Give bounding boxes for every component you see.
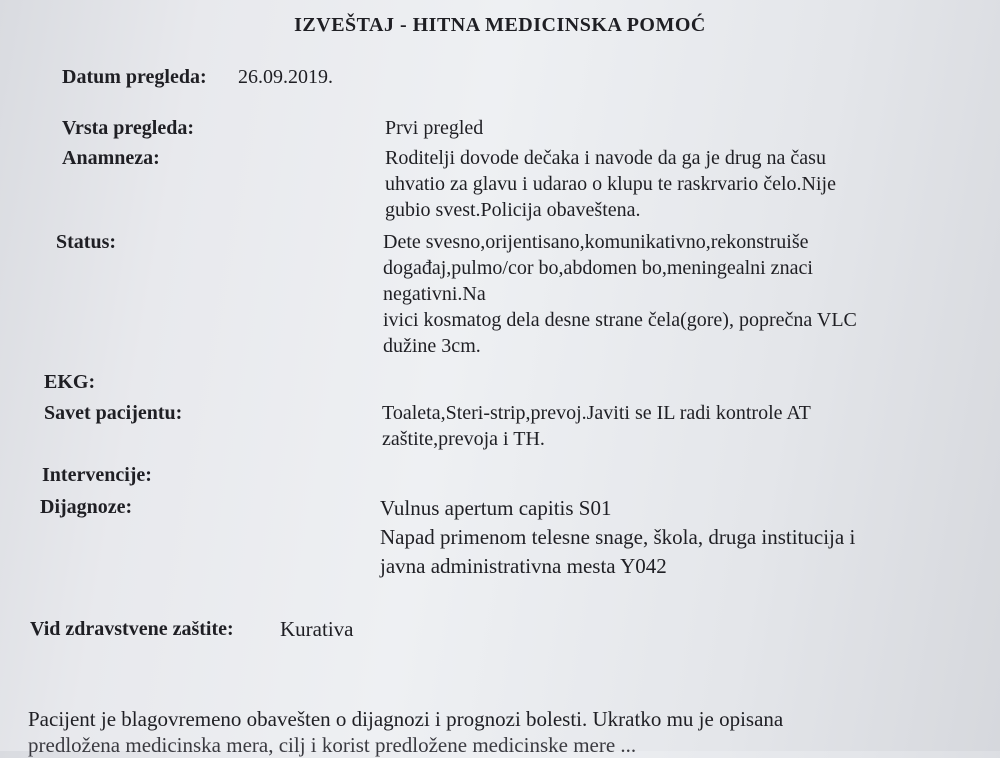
value-line: gubio svest.Policija obaveštena.	[385, 199, 641, 221]
value-line: Prvi pregled	[385, 117, 484, 139]
field-label: EKG:	[44, 371, 96, 393]
field-label: Anamneza:	[62, 147, 160, 169]
field-value	[385, 115, 483, 141]
field-value	[385, 145, 836, 223]
field-label: Savet pacijentu:	[44, 402, 183, 424]
value-line: ivici kosmatog dela desne strane čela(gore), poprečna VLC	[383, 309, 857, 331]
value-line: negativni.Na	[383, 283, 486, 305]
date-value: 26.09.2019.	[238, 66, 333, 88]
protection-label: Vid zdravstvene zaštite:	[30, 618, 234, 640]
field-label: Intervencije:	[42, 464, 152, 486]
report-title: IZVEŠTAJ - HITNA MEDICINSKA POMOĆ	[294, 14, 706, 36]
field-value	[383, 229, 857, 359]
field-label: Status:	[56, 231, 117, 253]
protection-value: Kurativa	[280, 617, 354, 641]
value-line: Napad primenom telesne snage, škola, druga institucija i	[380, 525, 856, 549]
footer-line-1: Pacijent je blagovremeno obavešten o dijagnozi i prognozi bolesti. Ukratko mu je opisana	[28, 707, 784, 731]
value-line: Toaleta,Steri-strip,prevoj.Javiti se IL radi kontrole AT	[382, 402, 811, 424]
value-line: događaj,pulmo/cor bo,abdomen bo,meningealni znaci	[383, 257, 813, 279]
date-label: Datum pregleda:	[62, 66, 207, 88]
footer-line-2: predložena medicinska mera, cilj i korist predložene medicinske mere ...	[28, 733, 637, 757]
value-line: Roditelji dovode dečaka i navode da ga je drug na času	[385, 147, 826, 169]
field-label: Vrsta pregleda:	[62, 117, 195, 139]
field-label: Dijagnoze:	[40, 496, 133, 518]
value-line: uhvatio za glavu i udarao o klupu te raskrvario čelo.Nije	[385, 173, 836, 195]
value-line: Dete svesno,orijentisano,komunikativno,rekonstruiše	[383, 231, 809, 253]
field-value	[382, 400, 811, 452]
value-line: Vulnus apertum capitis S01	[380, 496, 612, 520]
value-line: dužine 3cm.	[383, 335, 481, 357]
value-line: javna administrativna mesta Y042	[380, 554, 667, 578]
footer-paragraph	[28, 706, 783, 758]
field-value	[380, 494, 855, 581]
value-line: zaštite,prevoja i TH.	[382, 428, 545, 450]
